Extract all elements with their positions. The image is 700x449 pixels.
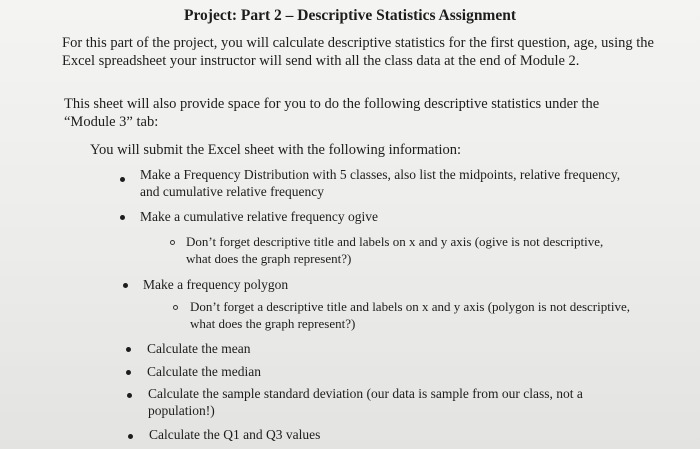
- intro-paragraph: For this part of the project, you will calculate descriptive statistics for the first question, age, using the Excel spreadsheet your instructor will send with all the class data at the end of Module 2.: [62, 35, 654, 69]
- bullet-icon: [126, 370, 131, 375]
- document-title: Project: Part 2 – Descriptive Statistics Assignment: [183, 7, 517, 24]
- list-item-ogive: Make a cumulative relative frequency ogive: [140, 209, 379, 224]
- list-item-frequency-polygon: Make a frequency polygon: [143, 277, 289, 292]
- submit-note-paragraph: You will submit the Excel sheet with the following information:: [90, 142, 462, 158]
- bullet-icon: [128, 434, 133, 439]
- sub-bullet-icon: [173, 305, 178, 310]
- sheet-note-paragraph: This sheet will also provide space for you to do the following descriptive statistics under the “Module 3” tab:: [64, 96, 600, 130]
- sub-bullet-icon: [170, 240, 175, 245]
- bullet-icon: [126, 347, 131, 352]
- list-item-standard-deviation: Calculate the sample standard deviation (our data is sample from our class, not a population!): [148, 386, 583, 418]
- list-item-median: Calculate the median: [147, 364, 261, 379]
- bullet-icon: [123, 283, 128, 288]
- list-item-quartiles: Calculate the Q1 and Q3 values: [149, 427, 321, 442]
- sub-item-polygon-note: Don’t forget a descriptive title and labels on x and y axis (polygon is not descriptive, what does the graph represent?): [190, 299, 630, 331]
- bullet-icon: [120, 177, 125, 182]
- sub-item-ogive-note: Don’t forget descriptive title and labels on x and y axis (ogive is not descriptive, what does the graph represent?): [186, 234, 604, 266]
- list-item-mean: Calculate the mean: [147, 341, 251, 356]
- bullet-icon: [127, 393, 132, 398]
- bullet-icon: [120, 215, 125, 220]
- list-item-frequency-distribution: Make a Frequency Distribution with 5 classes, also list the midpoints, relative frequency, and cumulative relative frequency: [140, 167, 621, 199]
